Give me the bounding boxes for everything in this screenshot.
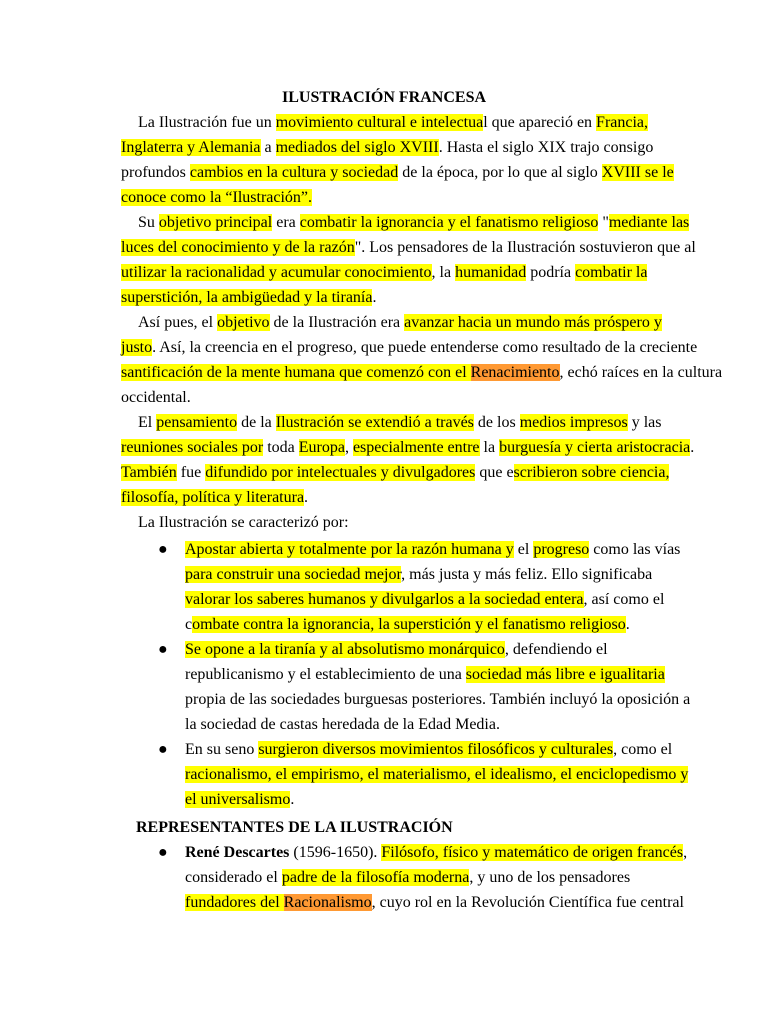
highlighted-text: pensamiento: [156, 414, 238, 431]
text-line: [121, 460, 670, 485]
section-heading-representatives: REPRESENTANTES DE LA ILUSTRACIÓN: [136, 819, 453, 836]
text-run: a: [260, 139, 276, 156]
text-line: [121, 360, 723, 385]
highlighted-text: fundadores del: [185, 894, 284, 911]
text-run: , cuyo rol en la Revolución Científica fue central: [371, 894, 684, 911]
highlighted-text: difundido por intelectuales y divulgadores: [205, 464, 476, 481]
highlighted-text: Europa: [298, 439, 345, 456]
highlighted-text: Francia,: [596, 114, 649, 131]
highlighted-text: humanidad: [455, 264, 527, 281]
text-line: [121, 235, 696, 260]
text-run: Su: [138, 214, 159, 231]
text-line: [121, 210, 690, 235]
text-line: [121, 160, 674, 185]
text-line: [185, 687, 691, 712]
text-line: [185, 537, 680, 562]
text-line: [185, 737, 680, 762]
text-run: .: [690, 439, 695, 456]
highlighted-text: scribieron sobre ciencia,: [513, 464, 670, 481]
text-run: de los: [473, 414, 520, 431]
list-item: [158, 840, 688, 915]
text-run: podría: [526, 264, 576, 281]
highlighted-text: Inglaterra y Alemania: [121, 139, 261, 156]
highlighted-text: Renacimiento: [470, 364, 560, 381]
text-run: .: [304, 489, 309, 506]
characteristics-list: [158, 537, 691, 812]
highlighted-text: combatir la: [575, 264, 648, 281]
text-run: La Ilustración fue un: [138, 114, 276, 131]
text-line: [185, 865, 680, 890]
highlighted-text: justo: [121, 339, 153, 356]
text-run: , como el: [613, 741, 673, 758]
text-line: [121, 385, 649, 410]
highlighted-text: Ilustración se extendió a través: [275, 414, 474, 431]
text-line: [121, 435, 695, 460]
highlighted-text: combatir la ignorancia y el fanatismo religioso: [299, 214, 599, 231]
text-line: [185, 637, 680, 662]
text-line: [121, 185, 649, 210]
highlighted-text: avanzar hacia un mundo más próspero y: [404, 314, 662, 331]
bullet-icon: ●: [158, 641, 168, 658]
highlighted-text: burguesía y cierta aristocracia: [499, 439, 691, 456]
text-run: , la: [431, 264, 456, 281]
text-run: de la Ilustración era: [269, 314, 405, 331]
text-run: de la: [237, 414, 276, 431]
text-run: (1596-1650).: [289, 844, 382, 861]
highlighted-text: XVIII se le: [601, 164, 674, 181]
paragraph-progress: [121, 310, 723, 410]
text-line: [121, 410, 662, 435]
document-title: ILUSTRACIÓN FRANCESA: [281, 89, 487, 106]
text-run: .: [372, 289, 377, 306]
highlighted-text: mediante las: [608, 214, 690, 231]
text-run: . Así, la creencia en el progreso, que puede entenderse como resultado de la creciente: [152, 339, 698, 356]
text-line: [185, 840, 688, 865]
highlighted-text: medios impresos: [519, 414, 628, 431]
list-item: [158, 637, 691, 737]
highlighted-text: superstición, la ambigüedad y la tiranía: [121, 289, 373, 306]
highlighted-text: progreso: [533, 541, 590, 558]
text-run: fue: [176, 464, 206, 481]
highlighted-text: objetivo: [217, 314, 270, 331]
bullet-icon: ●: [158, 741, 168, 758]
highlighted-text: racionalismo, el empirismo, el materialismo, el idealismo, el enciclopedismo y: [185, 766, 689, 783]
highlighted-text: conoce como la “Ilustración”.: [121, 189, 313, 206]
text-run: que e: [475, 464, 514, 481]
text-run: . Hasta el siglo XIX trajo consigo: [438, 139, 654, 156]
highlighted-text: para construir una sociedad mejor: [185, 566, 402, 583]
paragraph-intro: [121, 110, 674, 210]
highlighted-text: reuniones sociales por: [121, 439, 264, 456]
text-run: era: [272, 214, 300, 231]
text-run: como las vías: [589, 541, 681, 558]
text-run: .: [290, 791, 295, 808]
text-run: de la época, por lo que al siglo: [398, 164, 602, 181]
text-run: y las: [627, 414, 662, 431]
text-run: toda: [263, 439, 299, 456]
bullet-icon: ●: [158, 541, 168, 558]
text-run: René Descartes: [185, 844, 290, 861]
highlighted-text: utilizar la racionalidad y acumular conocimiento: [121, 264, 432, 281]
highlighted-text: Apostar abierta y totalmente por la razón humana: [185, 541, 506, 558]
text-line: [185, 662, 680, 687]
text-line: [121, 285, 649, 310]
highlighted-text: especialmente entre: [352, 439, 480, 456]
paragraph-objective: [121, 210, 696, 310]
paragraph-spread: [121, 410, 695, 510]
text-line: [121, 485, 649, 510]
highlighted-text: Filósofo, físico y matemático de origen francés: [381, 844, 684, 861]
highlighted-text: ombate contra la ignorancia, la superstición y el fanatismo religioso: [192, 616, 626, 633]
text-run: ,: [344, 439, 353, 456]
text-run: l que apareció en: [483, 114, 597, 131]
text-run: El: [138, 414, 157, 431]
highlighted-text: valorar los saberes humanos y divulgarlos a la sociedad entera: [185, 591, 584, 608]
text-run: occidental.: [121, 389, 191, 406]
highlighted-text: luces del conocimiento y de la razón: [121, 239, 355, 256]
text-line: [185, 612, 680, 637]
highlighted-text: objetivo principal: [158, 214, 273, 231]
list-item: [160, 537, 680, 637]
highlighted-text: surgieron diversos movimientos filosóficos y culturales: [258, 741, 614, 758]
text-line: [185, 762, 689, 787]
text-line: [121, 135, 654, 160]
text-run: republicanismo y el establecimiento de una: [185, 666, 466, 683]
highlighted-text: cambios en la cultura y sociedad: [189, 164, 399, 181]
text-run: ,: [683, 844, 688, 861]
text-run: , y uno de los pensadores: [469, 869, 631, 886]
highlighted-text: Racionalismo: [283, 894, 372, 911]
highlighted-text: el universalismo: [185, 791, 291, 808]
text-run: la: [479, 439, 500, 456]
text-run: ": [598, 214, 609, 231]
text-run: considerado el: [185, 869, 282, 886]
highlighted-text: También: [121, 464, 177, 481]
highlighted-text: y: [505, 541, 514, 558]
text-run: En su seno: [185, 741, 259, 758]
text-run: c: [185, 616, 193, 633]
text-run: Así pues, el: [138, 314, 218, 331]
representatives-list: [158, 840, 688, 915]
text-run: ". Los pensadores de la Ilustración sostuvieron que al: [354, 239, 696, 256]
highlighted-text: Se opone a la tiranía y al absolutismo monárquico: [185, 641, 505, 658]
text-run: profundos: [121, 164, 190, 181]
text-run: , defendiendo el: [504, 641, 608, 658]
highlighted-text: mediados del siglo XVIII: [275, 139, 439, 156]
highlighted-text: padre de la filosofía moderna: [281, 869, 470, 886]
text-line: [185, 562, 680, 587]
text-run: , más justa y más feliz. Ello significaba: [401, 566, 653, 583]
text-run: , echó raíces en la cultura: [559, 364, 723, 381]
paragraph-characteristics-intro: La Ilustración se caracterizó por:: [138, 514, 349, 531]
text-line: [121, 310, 662, 335]
text-line: [185, 890, 684, 915]
text-run: , así como el: [583, 591, 665, 608]
text-run: la sociedad de castas heredada de la Edad Media.: [185, 716, 500, 733]
list-item: [158, 737, 689, 812]
text-line: [185, 587, 680, 612]
highlighted-text: movimiento cultural e intelectua: [275, 114, 484, 131]
text-line: [121, 110, 649, 135]
highlighted-text: filosofía, política y literatura: [121, 489, 305, 506]
highlighted-text: santificación de la mente humana que comenzó con el: [121, 364, 471, 381]
text-line: [121, 335, 698, 360]
bullet-icon: ●: [158, 844, 168, 861]
text-line: [121, 260, 649, 285]
text-run: el: [513, 541, 534, 558]
highlighted-text: sociedad más libre e igualitaria: [465, 666, 665, 683]
text-run: .: [625, 616, 630, 633]
text-run: propia de las sociedades burguesas posteriores. También incluyó la oposición a: [185, 691, 691, 708]
text-line: [185, 787, 680, 812]
text-line: [185, 712, 680, 737]
